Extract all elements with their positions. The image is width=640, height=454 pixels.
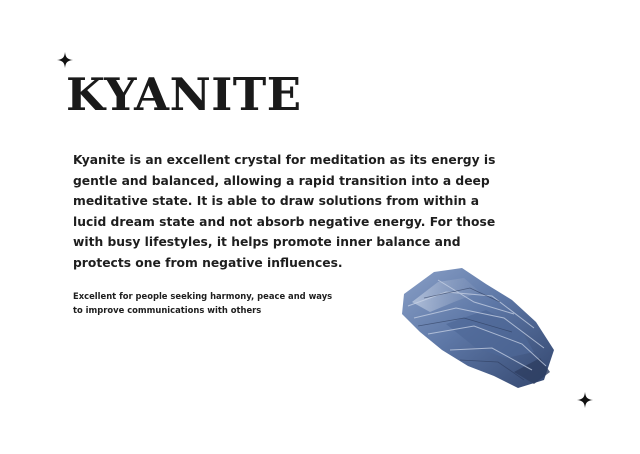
page-title: KYANITE <box>66 68 302 121</box>
kyanite-crystal-image <box>394 262 564 392</box>
sparkle-icon <box>57 52 73 68</box>
sparkle-icon <box>577 392 593 408</box>
crystal-tagline: Excellent for people seeking harmony, peace and ways to improve communications with others <box>73 291 333 315</box>
crystal-description: Kyanite is an excellent crystal for meditation as its energy is gentle and balanced, allowing a rapid transition into a deep meditative state. It is able to draw solutions from within a lucid dream state and not absorb negative energy. For those with busy lifestyles, it helps promote inner balance and protects one from negative influences. <box>73 153 496 270</box>
